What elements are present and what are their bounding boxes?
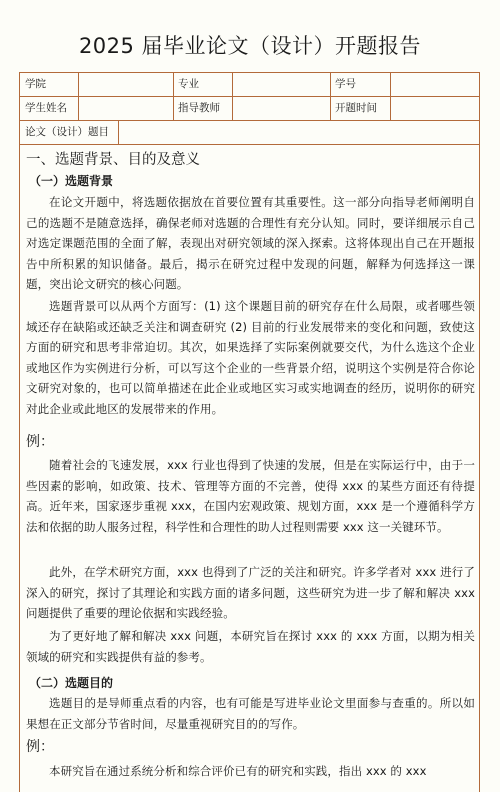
- background-paragraph-1: 在论文开题中，将选题依据放在首要位置有其重要性。这一部分向指导老师阐明自己的选题不是随意选择，确保老师对选题的合理性有充分认知。同时，要详细展示自己对选定课题范围的全面了解，表现出对研究领域的深入探索。这将体现出自己在开题报告中所积累的知识储备。最后，揭示在研究过程中发现的问题，解释为何选择这一课题，突出论文研究的核心问题。: [26, 195, 475, 291]
- thesis-title-value[interactable]: [118, 121, 480, 144]
- student-name-label: 学生姓名: [25, 102, 67, 114]
- major-label: 专业: [178, 78, 199, 90]
- advisor-label: 指导教师: [178, 102, 220, 114]
- report-form: [19, 72, 480, 792]
- header-row-1: [20, 73, 479, 97]
- example-label-1: 例：: [26, 434, 54, 450]
- example-paragraph-2: 此外，在学术研究方面，xxx 也得到了广泛的关注和研究。许多学者对 xxx 进行了深入的研究，探讨了其理论和实践方面的诸多问题，这些研究为进一步了解和解决 xxx 问题提供了重要的理论依据和实践经验。: [26, 565, 475, 620]
- purpose-paragraph: 选题目的是导师重点看的内容，也有可能是写进毕业论文里面参与查重的。所以如果想在正文部分节省时间，尽量重视研究目的的写作。: [26, 696, 475, 731]
- student-name-value[interactable]: [78, 97, 173, 120]
- header-row-2: [20, 97, 479, 121]
- purpose-example-paragraph: 本研究旨在通过系统分析和综合评价已有的研究和实践，指出 xxx 的 xxx: [49, 764, 427, 778]
- proposal-date-value[interactable]: [390, 97, 480, 120]
- student-id-label: 学号: [335, 78, 356, 90]
- major-value[interactable]: [232, 73, 330, 96]
- background-paragraph-2: 选题背景可以从两个方面写：(1) 这个课题目前的研究存在什么局限，或者哪些领域还存在缺陷或还缺乏关注和调查研究 (2) 目前的行业发展带来的变化和问题，致使这方面的研究和思考非常迫切。其次，如果选择了实际案例就要交代，为什么选这个企业或地区作为实例进行分析，可以写这个企业的一些背景介绍，说明这个实例是符合你论文研究对象的，也可以简单描述在此企业或地区实习或实地调查的经历，说明你的研究对此企业或此地区的发展带来的作用。: [26, 299, 475, 416]
- thesis-title-label: 论文（设计）题目: [25, 126, 109, 138]
- college-value[interactable]: [78, 73, 173, 96]
- report-title: 2025 届毕业论文（设计）开题报告: [78, 34, 422, 58]
- header-row-3: [20, 121, 479, 145]
- advisor-value[interactable]: [232, 97, 330, 120]
- proposal-date-label: 开题时间: [335, 102, 377, 114]
- student-id-value[interactable]: [390, 73, 480, 96]
- example-paragraph-3: 为了更好地了解和解决 xxx 问题，本研究旨在探讨 xxx 的 xxx 方面，以期为相关领域的研究和实践提供有益的参考。: [26, 629, 475, 664]
- example-paragraph-1: 随着社会的飞速发展，xxx 行业也得到了快速的发展，但是在实际运行中，由于一些因素的影响，如政策、技术、管理等方面的不完善，使得 xxx 的某些方面还有待提高。近年来，国家逐步重视 xxx，在国内宏观政策、规划方面，xxx 是一个遵循科学方法和依据的助人服务过程，科学性和合理性的助人过程则需要 xxx 这一关键环节。: [26, 458, 475, 534]
- college-label: 学院: [25, 78, 46, 90]
- subsection-background-heading: （一）选题背景: [29, 174, 114, 188]
- section-heading: 一、选题背景、目的及意义: [26, 152, 200, 168]
- subsection-purpose-heading: （二）选题目的: [29, 676, 114, 690]
- example-label-2: 例：: [26, 739, 54, 755]
